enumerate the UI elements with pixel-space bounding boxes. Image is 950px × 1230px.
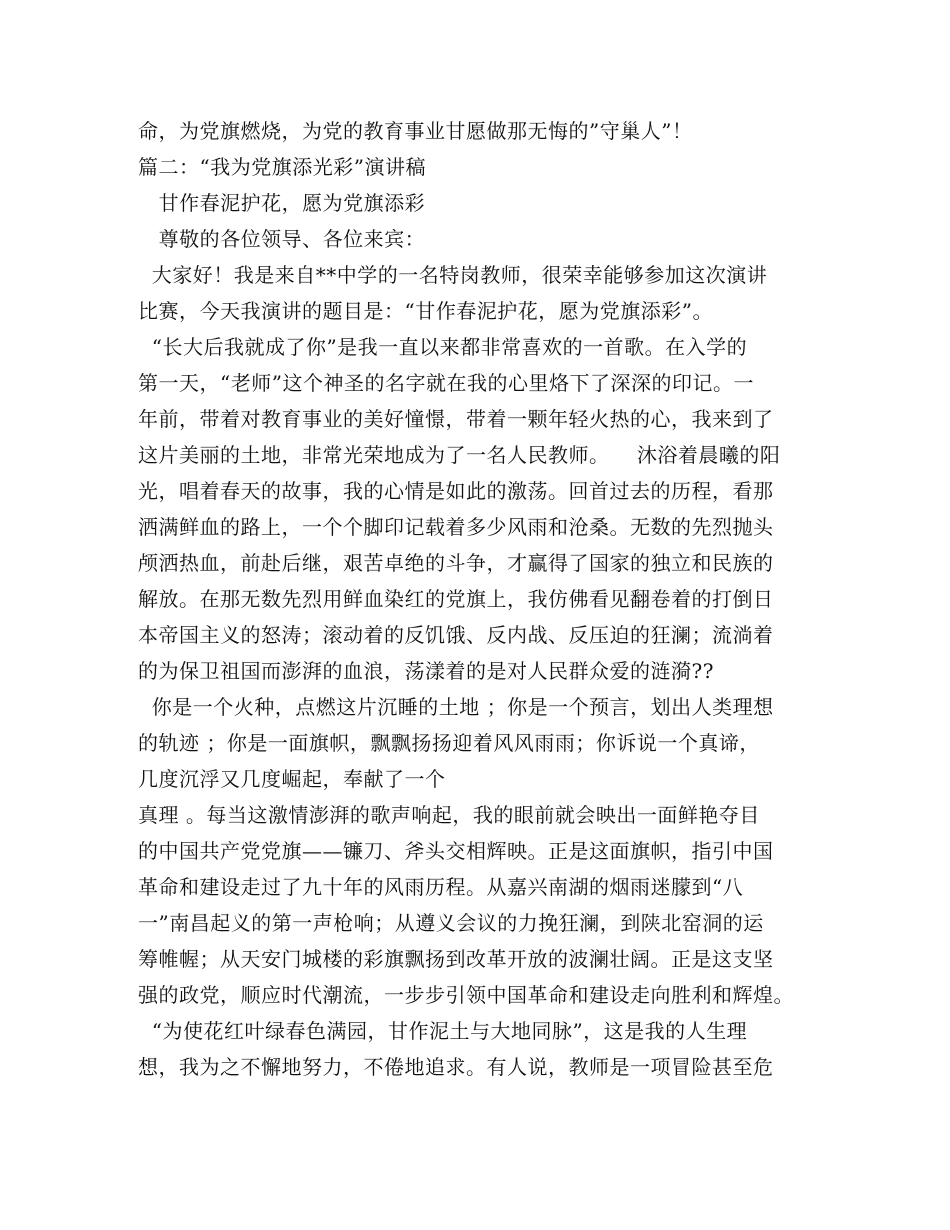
text-line: 这片美丽的土地，非常光荣地成为了一名人民教师。 沐浴着晨曦的阳: [138, 443, 781, 467]
text-line: 的中国共产党党旗——镰刀、斧头交相辉映。正是这面旗帜，指引中国: [138, 839, 774, 863]
text-line: 的轨迹 ；你是一面旗帜，飘飘扬扬迎着风风雨雨；你诉说一个真谛，: [138, 731, 760, 755]
text-line: 一”南昌起义的第一声枪响；从遵义会议的力挽狂澜，到陕北窑洞的运: [138, 911, 764, 935]
salutation: 尊敬的各位领导、各位来宾：: [138, 227, 426, 251]
section-title: 篇二：“我为党旗添光彩”演讲稿: [138, 155, 426, 179]
text-line: 想，我为之不懈地努力，不倦地追求。有人说，教师是一项冒险甚至危: [138, 1055, 774, 1079]
text-line: 年前，带着对教育事业的美好憧憬，带着一颗年轻火热的心，我来到了: [138, 407, 774, 431]
speech-title: 甘作春泥护花，愿为党旗添彩: [138, 191, 426, 215]
text-line: 强的政党，顺应时代潮流，一步步引领中国革命和建设走向胜利和辉煌。: [138, 983, 794, 1007]
text-line: 第一天，“老师”这个神圣的名字就在我的心里烙下了深深的印记。一: [138, 371, 754, 395]
text-line: “为使花红叶绿春色满园，甘作泥土与大地同脉”，这是我的人生理: [138, 1019, 748, 1043]
text-line: 的为保卫祖国而澎湃的血浪，荡漾着的是对人民群众爱的涟漪??: [138, 659, 714, 683]
text-line: “长大后我就成了你”是我一直以来都非常喜欢的一首歌。在入学的: [138, 335, 748, 359]
text-line: 光，唱着春天的故事，我的心情是如此的激荡。回首过去的历程，看那: [138, 479, 774, 503]
text-line: 筹帷幄；从天安门城楼的彩旗飘扬到改革开放的波澜壮阔。正是这支坚: [138, 947, 774, 971]
text-line: 革命和建设走过了九十年的风雨历程。从嘉兴南湖的烟雨迷朦到“八: [138, 875, 744, 899]
text-line: 你是一个火种，点燃这片沉睡的土地 ；你是一个预言，划出人类理想: [138, 695, 774, 719]
text-line: 颅洒热血，前赴后继，艰苦卓绝的斗争，才赢得了国家的独立和民族的: [138, 551, 774, 575]
text-line: 比赛，今天我演讲的题目是：“甘作春泥护花，愿为党旗添彩”。: [138, 299, 713, 323]
text-line: 本帝国主义的怒涛；滚动着的反饥饿、反内战、反压迫的狂澜；流淌着: [138, 623, 774, 647]
text-line: 洒满鲜血的路上，一个个脚印记载着多少风雨和沧桑。无数的先烈抛头: [138, 515, 774, 539]
text-line: 几度沉浮又几度崛起，奉献了一个: [138, 767, 446, 791]
text-line: 解放。在那无数先烈用鲜血染红的党旗上，我仿佛看见翻卷着的打倒日: [138, 587, 774, 611]
text-line: 大家好！我是来自**中学的一名特岗教师，很荣幸能够参加这次演讲: [138, 263, 768, 287]
text-line: 命，为党旗燃烧，为党的教育事业甘愿做那无悔的”守巢人”！: [138, 119, 693, 143]
text-line: 真理 。每当这激情澎湃的歌声响起，我的眼前就会映出一面鲜艳夺目: [138, 803, 760, 827]
